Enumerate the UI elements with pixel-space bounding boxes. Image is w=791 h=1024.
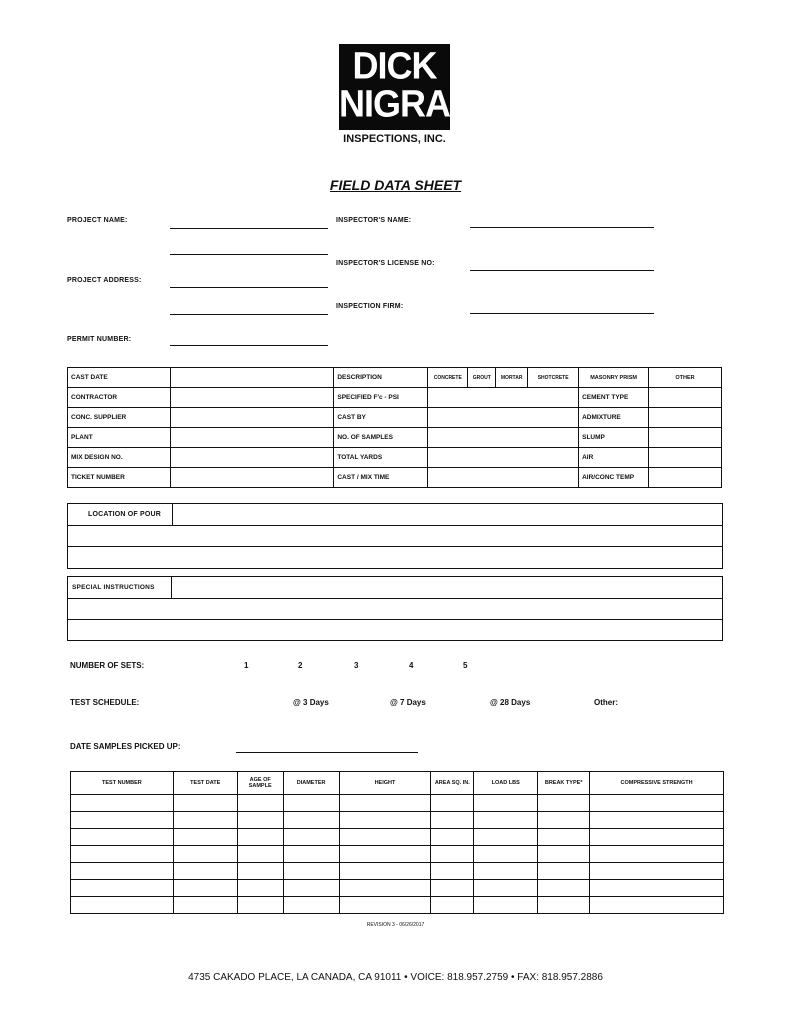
inspector-license-label: INSPECTOR'S LICENSE NO: bbox=[336, 260, 435, 267]
logo-line-2: NIGRA bbox=[339, 81, 450, 125]
cast-info-table bbox=[67, 367, 722, 488]
table-cell[interactable] bbox=[339, 812, 431, 829]
table-cell[interactable] bbox=[431, 846, 474, 863]
location-of-pour-field[interactable] bbox=[173, 504, 722, 525]
other-label[interactable]: OTHER bbox=[649, 368, 722, 388]
ticket-number-field[interactable] bbox=[170, 468, 334, 488]
table-cell[interactable] bbox=[237, 880, 283, 897]
test-schedule-label: TEST SCHEDULE: bbox=[70, 698, 140, 707]
cast-mix-time-field[interactable] bbox=[428, 468, 579, 488]
special-instructions-box bbox=[67, 576, 723, 641]
table-cell[interactable] bbox=[173, 897, 237, 914]
table-row bbox=[68, 388, 722, 408]
inspector-name-label: INSPECTOR'S NAME: bbox=[336, 217, 412, 224]
special-instructions-label: SPECIAL INSTRUCTIONS bbox=[72, 584, 155, 591]
table-cell[interactable] bbox=[283, 812, 339, 829]
permit-number-field[interactable] bbox=[170, 345, 328, 346]
table-row bbox=[68, 428, 722, 448]
company-logo bbox=[339, 44, 450, 130]
total-yards-field[interactable] bbox=[428, 448, 579, 468]
table-cell[interactable] bbox=[237, 829, 283, 846]
table-cell[interactable] bbox=[71, 795, 174, 812]
table-cell[interactable] bbox=[538, 863, 590, 880]
total-yards-label: TOTAL YARDS bbox=[334, 448, 428, 468]
table-cell[interactable] bbox=[339, 846, 431, 863]
air-field[interactable] bbox=[649, 448, 722, 468]
table-row bbox=[71, 880, 724, 897]
schedule-other[interactable]: Other: bbox=[594, 698, 618, 707]
table-cell[interactable] bbox=[431, 880, 474, 897]
header-load: LOAD LBS bbox=[474, 772, 538, 795]
location-of-pour-label: LOCATION OF POUR bbox=[88, 511, 162, 518]
table-cell[interactable] bbox=[538, 795, 590, 812]
air-conc-temp-field[interactable] bbox=[649, 468, 722, 488]
logo-line-1: DICK bbox=[352, 43, 437, 87]
table-cell[interactable] bbox=[474, 897, 538, 914]
inspection-firm-field[interactable] bbox=[470, 313, 654, 314]
table-cell[interactable] bbox=[431, 812, 474, 829]
inspector-license-field[interactable] bbox=[470, 270, 654, 271]
table-cell[interactable] bbox=[474, 795, 538, 812]
schedule-3-days[interactable]: @ 3 Days bbox=[293, 698, 329, 707]
cement-type-label: CEMENT TYPE bbox=[579, 388, 649, 408]
set-option-5[interactable]: 5 bbox=[463, 661, 468, 670]
table-row bbox=[68, 368, 722, 388]
special-instructions-field[interactable] bbox=[172, 577, 722, 598]
revision-note: REVISION 3 - 06/26/2017 bbox=[366, 922, 425, 928]
table-row bbox=[68, 468, 722, 488]
table-row bbox=[68, 408, 722, 428]
plant-label: PLANT bbox=[68, 428, 171, 448]
table-cell[interactable] bbox=[339, 795, 431, 812]
table-cell[interactable] bbox=[71, 897, 174, 914]
admixture-label: ADMIXTURE bbox=[579, 408, 649, 428]
project-name-field-2[interactable] bbox=[170, 254, 328, 255]
table-cell[interactable] bbox=[237, 863, 283, 880]
table-cell[interactable] bbox=[283, 863, 339, 880]
table-cell[interactable] bbox=[339, 897, 431, 914]
table-cell[interactable] bbox=[590, 880, 724, 897]
table-cell[interactable] bbox=[237, 795, 283, 812]
no-of-samples-field[interactable] bbox=[428, 428, 579, 448]
table-cell[interactable] bbox=[339, 880, 431, 897]
table-cell[interactable] bbox=[237, 897, 283, 914]
table-cell[interactable] bbox=[590, 812, 724, 829]
air-conc-temp-label: AIR/CONC TEMP bbox=[579, 468, 649, 488]
desc-option-mortar[interactable]: MORTAR bbox=[496, 368, 528, 388]
air-label: AIR bbox=[579, 448, 649, 468]
logo-subtitle: INSPECTIONS, INC. bbox=[343, 133, 446, 145]
cast-by-field[interactable] bbox=[428, 408, 579, 428]
project-address-label: PROJECT ADDRESS: bbox=[67, 277, 142, 284]
set-option-4[interactable]: 4 bbox=[409, 661, 414, 670]
header-compressive-strength: COMPRESSIVE STRENGTH bbox=[590, 772, 724, 795]
table-cell[interactable] bbox=[538, 897, 590, 914]
project-address-field[interactable] bbox=[170, 287, 328, 288]
schedule-7-days[interactable]: @ 7 Days bbox=[390, 698, 426, 707]
table-cell[interactable] bbox=[538, 812, 590, 829]
schedule-28-days[interactable]: @ 28 Days bbox=[490, 698, 531, 707]
number-of-sets-label: NUMBER OF SETS: bbox=[70, 661, 145, 670]
table-cell[interactable] bbox=[431, 795, 474, 812]
table-cell[interactable] bbox=[283, 846, 339, 863]
table-cell[interactable] bbox=[71, 846, 174, 863]
table-cell[interactable] bbox=[237, 846, 283, 863]
table-cell[interactable] bbox=[173, 880, 237, 897]
table-cell[interactable] bbox=[173, 863, 237, 880]
inspector-name-field[interactable] bbox=[470, 227, 654, 228]
table-row bbox=[71, 897, 724, 914]
desc-option-grout[interactable]: GROUT bbox=[468, 368, 496, 388]
table-cell[interactable] bbox=[283, 829, 339, 846]
contractor-label: CONTRACTOR bbox=[68, 388, 171, 408]
table-cell[interactable] bbox=[590, 829, 724, 846]
table-cell[interactable] bbox=[590, 863, 724, 880]
slump-label: SLUMP bbox=[579, 428, 649, 448]
cast-mix-time-label: CAST / MIX TIME bbox=[334, 468, 428, 488]
table-cell[interactable] bbox=[431, 829, 474, 846]
table-row bbox=[71, 863, 724, 880]
table-cell[interactable] bbox=[590, 795, 724, 812]
table-cell[interactable] bbox=[474, 863, 538, 880]
table-cell[interactable] bbox=[474, 829, 538, 846]
mix-design-field[interactable] bbox=[170, 448, 334, 468]
table-cell[interactable] bbox=[173, 829, 237, 846]
header-break-type: BREAK TYPE* bbox=[538, 772, 590, 795]
header-age-of-sample: AGE OF SAMPLE bbox=[237, 772, 283, 795]
set-option-3[interactable]: 3 bbox=[354, 661, 359, 670]
plant-field[interactable] bbox=[170, 428, 334, 448]
table-cell[interactable] bbox=[474, 846, 538, 863]
project-name-label: PROJECT NAME: bbox=[67, 217, 128, 224]
table-row bbox=[71, 846, 724, 863]
table-cell[interactable] bbox=[283, 897, 339, 914]
table-cell[interactable] bbox=[538, 880, 590, 897]
table-cell[interactable] bbox=[590, 897, 724, 914]
inspection-firm-label: INSPECTION FIRM: bbox=[336, 303, 404, 310]
table-cell[interactable] bbox=[431, 897, 474, 914]
table-cell[interactable] bbox=[339, 829, 431, 846]
description-label: DESCRIPTION bbox=[334, 368, 428, 388]
table-row bbox=[71, 812, 724, 829]
table-cell[interactable] bbox=[71, 880, 174, 897]
table-header-row bbox=[71, 772, 724, 795]
table-cell[interactable] bbox=[538, 829, 590, 846]
header-diameter: DIAMETER bbox=[283, 772, 339, 795]
header-test-date: TEST DATE bbox=[173, 772, 237, 795]
table-cell[interactable] bbox=[590, 846, 724, 863]
specified-fc-field[interactable] bbox=[428, 388, 579, 408]
table-row bbox=[71, 829, 724, 846]
table-cell[interactable] bbox=[173, 846, 237, 863]
no-of-samples-label: NO. OF SAMPLES bbox=[334, 428, 428, 448]
form-title: FIELD DATA SHEET bbox=[329, 177, 462, 193]
table-cell[interactable] bbox=[237, 812, 283, 829]
table-row bbox=[71, 795, 724, 812]
table-cell[interactable] bbox=[283, 795, 339, 812]
cement-type-field[interactable] bbox=[649, 388, 722, 408]
table-row bbox=[68, 448, 722, 468]
permit-number-label: PERMIT NUMBER: bbox=[67, 336, 132, 343]
desc-option-shotcrete[interactable]: SHOTCRETE bbox=[528, 368, 579, 388]
cast-date-field[interactable] bbox=[170, 368, 334, 388]
footer-address: 4735 CAKADO PLACE, LA CANADA, CA 91011 • VOICE: 818.957.2759 • FAX: 818.957.2886 bbox=[188, 972, 603, 983]
table-cell[interactable] bbox=[339, 863, 431, 880]
table-cell[interactable] bbox=[431, 863, 474, 880]
test-results-table bbox=[70, 771, 724, 914]
cast-date-label: CAST DATE bbox=[68, 368, 171, 388]
table-cell[interactable] bbox=[71, 863, 174, 880]
table-cell[interactable] bbox=[474, 812, 538, 829]
table-cell[interactable] bbox=[283, 880, 339, 897]
project-name-field[interactable] bbox=[170, 228, 328, 229]
table-cell[interactable] bbox=[474, 880, 538, 897]
header-test-number: TEST NUMBER bbox=[71, 772, 174, 795]
table-cell[interactable] bbox=[71, 812, 174, 829]
table-cell[interactable] bbox=[173, 795, 237, 812]
conc-supplier-label: CONC. SUPPLIER bbox=[68, 408, 171, 428]
location-of-pour-box bbox=[67, 503, 723, 569]
date-picked-up-label: DATE SAMPLES PICKED UP: bbox=[70, 742, 181, 751]
conc-supplier-field[interactable] bbox=[170, 408, 334, 428]
admixture-field[interactable] bbox=[649, 408, 722, 428]
mix-design-label: MIX DESIGN NO. bbox=[68, 448, 171, 468]
table-cell[interactable] bbox=[173, 812, 237, 829]
date-picked-up-field[interactable] bbox=[236, 752, 418, 753]
cast-by-label: CAST BY bbox=[334, 408, 428, 428]
set-option-2[interactable]: 2 bbox=[298, 661, 303, 670]
header-area: AREA SQ. IN. bbox=[431, 772, 474, 795]
specified-fc-label: SPECIFIED F'c - PSI bbox=[334, 388, 428, 408]
slump-field[interactable] bbox=[649, 428, 722, 448]
set-option-1[interactable]: 1 bbox=[244, 661, 249, 670]
table-cell[interactable] bbox=[538, 846, 590, 863]
project-address-field-2[interactable] bbox=[170, 314, 328, 315]
ticket-number-label: TICKET NUMBER bbox=[68, 468, 171, 488]
desc-option-concrete[interactable]: CONCRETE bbox=[428, 368, 468, 388]
header-height: HEIGHT bbox=[339, 772, 431, 795]
masonry-prism-label[interactable]: MASONRY PRISM bbox=[579, 368, 649, 388]
contractor-field[interactable] bbox=[170, 388, 334, 408]
table-cell[interactable] bbox=[71, 829, 174, 846]
